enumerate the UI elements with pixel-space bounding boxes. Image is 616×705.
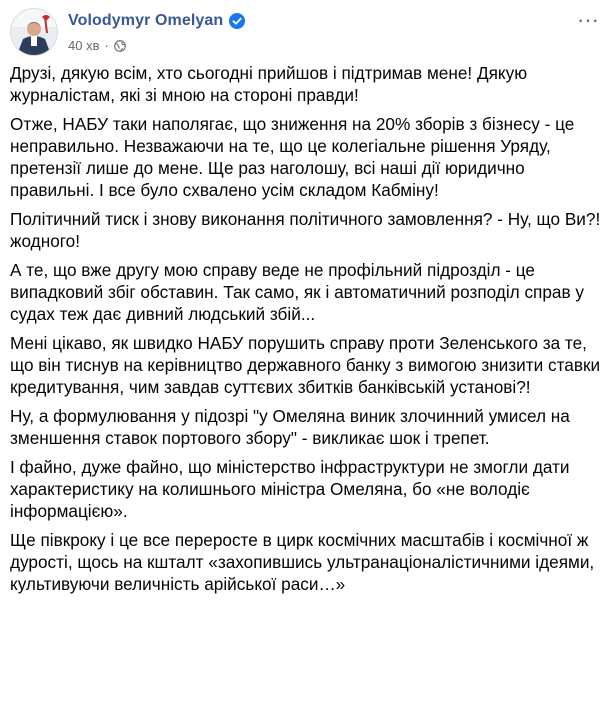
post-paragraph: Друзі, дякую всім, хто сьогодні прийшов і підтримав мене! Дякую журналістам, які зі мною на стороні правди! <box>10 63 528 105</box>
post-paragraph: Ще півкроку і це все переросте в цирк космічних масштабів і космічної ж дурості, щось на кшталт «захопившись ультранаціоналістичними ідеями, культивуючи величність арійської раси…» <box>10 530 595 594</box>
verified-badge-icon <box>229 13 245 29</box>
avatar[interactable] <box>10 8 58 56</box>
author-line <box>68 12 245 30</box>
post-paragraph: Ну, а формулювання у підозрі "у Омеляна виник злочинний умисел на зменшення ставок портового збору" - викликає шок і трепет. <box>10 406 570 448</box>
post-paragraph: А те, що вже другу мою справу веде не профільний підрозділ - це випадковий збіг обставин. Так само, як і автоматичний розподіл справ у судах теж дає дивний людський збій... <box>10 260 584 324</box>
globe-icon[interactable] <box>114 40 126 52</box>
post-header <box>10 8 606 56</box>
more-dots-icon[interactable]: ··· <box>577 7 599 32</box>
post-timestamp[interactable]: 40 хв <box>68 38 100 53</box>
post-paragraph: Політичний тиск і знову виконання політичного замовлення? - Ну, що Ви?! жодного! <box>10 209 601 251</box>
meta-separator: · <box>104 38 109 53</box>
post-text <box>10 62 606 602</box>
post-paragraph: І файно, дуже файно, що міністерство інфраструктури не змогли дати характеристику на колишнього міністра Омеляна, бо «не володіє інформацією». <box>10 457 570 521</box>
post-paragraph: Отже, НАБУ таки наполягає, що зниження на 20% зборів з бізнесу - це неправильно. Незважаючи на те, що це колегіальне рішення Уряду, претензії лише до мене. Ще раз наголошу, всі наші дії юридично правильні. І все було схвалено усім складом Кабміну! <box>10 114 575 200</box>
post-meta <box>68 38 126 53</box>
post-paragraph: Мені цікаво, як швидко НАБУ порушить справу проти Зеленського за те, що він тиснув на керівництво державного банку з вимогою знизити ставки кредитування, чим завдав суттєвих збитків банківській установі?! <box>10 333 601 397</box>
author-name[interactable]: Volodymyr Omelyan <box>68 12 224 29</box>
avatar-image <box>11 9 57 55</box>
